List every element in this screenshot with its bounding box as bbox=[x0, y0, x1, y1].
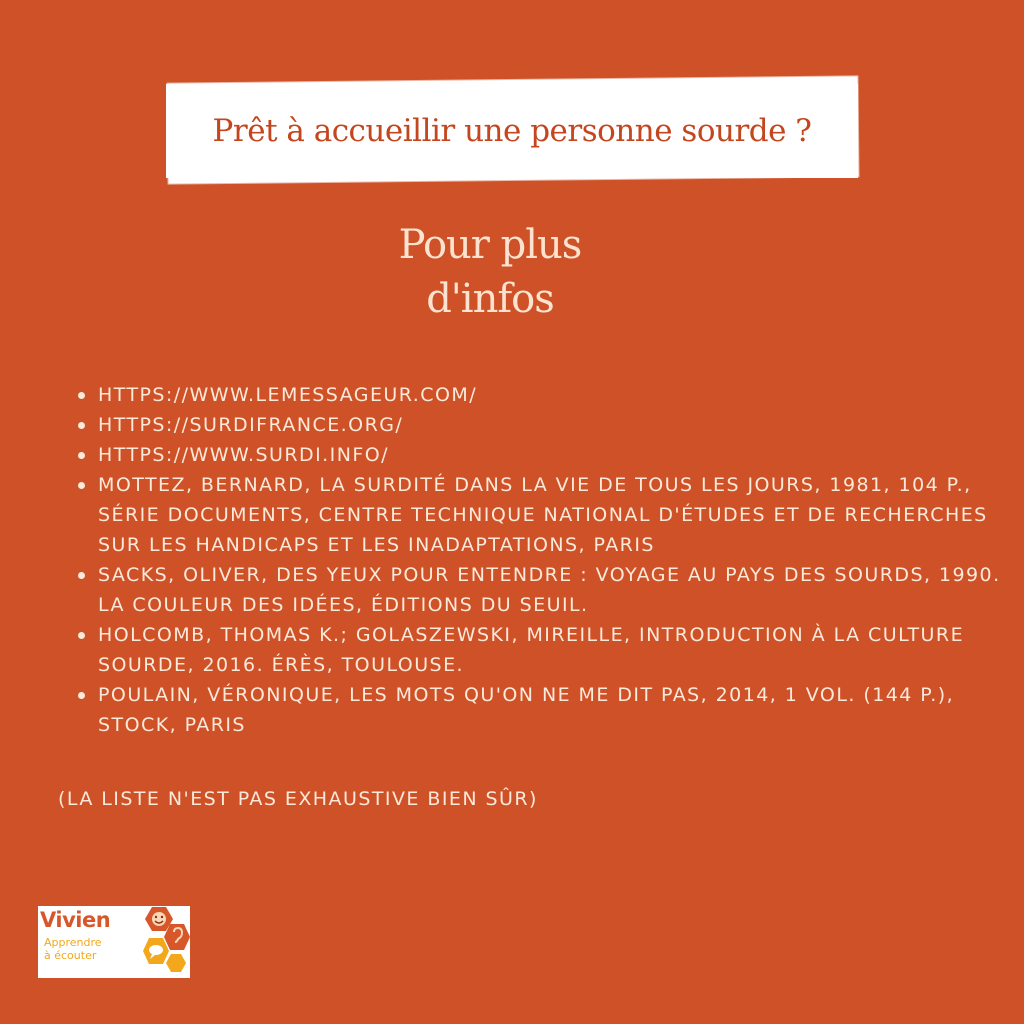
logo-name: Vivien bbox=[40, 908, 111, 932]
reference-text[interactable]: HTTPS://WWW.LEMESSAGEUR.COM/ bbox=[98, 384, 478, 406]
bullet-icon bbox=[78, 572, 85, 579]
reference-item-surdi[interactable] bbox=[78, 440, 1008, 470]
reference-list bbox=[78, 380, 1008, 740]
small-hexagon bbox=[166, 954, 186, 972]
bullet-icon bbox=[78, 392, 85, 399]
subtitle-line-2: d'infos bbox=[426, 276, 554, 322]
subtitle bbox=[300, 218, 680, 326]
reference-item-sacks bbox=[78, 560, 1008, 620]
disclaimer-note: (LA LISTE N'EST PAS EXHAUSTIVE BIEN SÛR) bbox=[58, 788, 538, 810]
logo-tagline bbox=[44, 936, 102, 962]
title-card bbox=[166, 84, 858, 178]
logo-emblem-icon bbox=[140, 906, 190, 978]
reference-text: HOLCOMB, THOMAS K.; GOLASZEWSKI, MIREILLE, INTRODUCTION À LA CULTURE SOURDE, 2016. ÉRÈS, TOULOUSE. bbox=[98, 624, 965, 676]
reference-text: POULAIN, VÉRONIQUE, LES MOTS QU'ON NE ME DIT PAS, 2014, 1 VOL. (144 P.), STOCK, PARIS bbox=[98, 684, 955, 736]
theater-mask-face bbox=[152, 912, 166, 926]
reference-item-mottez bbox=[78, 470, 1008, 560]
reference-item-surdifrance[interactable] bbox=[78, 410, 1008, 440]
bullet-icon bbox=[78, 632, 85, 639]
bullet-icon bbox=[78, 692, 85, 699]
page-title: Prêt à accueillir une personne sourde ? bbox=[212, 113, 812, 149]
bullet-icon bbox=[78, 452, 85, 459]
reference-text: MOTTEZ, BERNARD, LA SURDITÉ DANS LA VIE DE TOUS LES JOURS, 1981, 104 P., SÉRIE DOCUMENTS, CENTRE TECHNIQUE NATIONAL D'ÉTUDES ET DE RECHERCHES SUR LES HANDICAPS ET LES INADAPTATIONS, PARIS bbox=[98, 474, 988, 556]
reference-item-lemessageur[interactable] bbox=[78, 380, 1008, 410]
logo bbox=[38, 906, 190, 978]
reference-text[interactable]: HTTPS://WWW.SURDI.INFO/ bbox=[98, 444, 390, 466]
reference-text: SACKS, OLIVER, DES YEUX POUR ENTENDRE : VOYAGE AU PAYS DES SOURDS, 1990. LA COULEUR DES IDÉES, ÉDITIONS DU SEUIL. bbox=[98, 564, 1001, 616]
bullet-icon bbox=[78, 482, 85, 489]
reference-item-holcomb bbox=[78, 620, 1008, 680]
logo-tagline-line-2: à écouter bbox=[44, 949, 97, 962]
reference-item-poulain bbox=[78, 680, 1008, 740]
reference-text[interactable]: HTTPS://SURDIFRANCE.ORG/ bbox=[98, 414, 404, 436]
speech-bubble-icon bbox=[149, 945, 163, 955]
logo-tagline-line-1: Apprendre bbox=[44, 936, 102, 949]
bullet-icon bbox=[78, 422, 85, 429]
subtitle-line-1: Pour plus bbox=[398, 222, 582, 268]
